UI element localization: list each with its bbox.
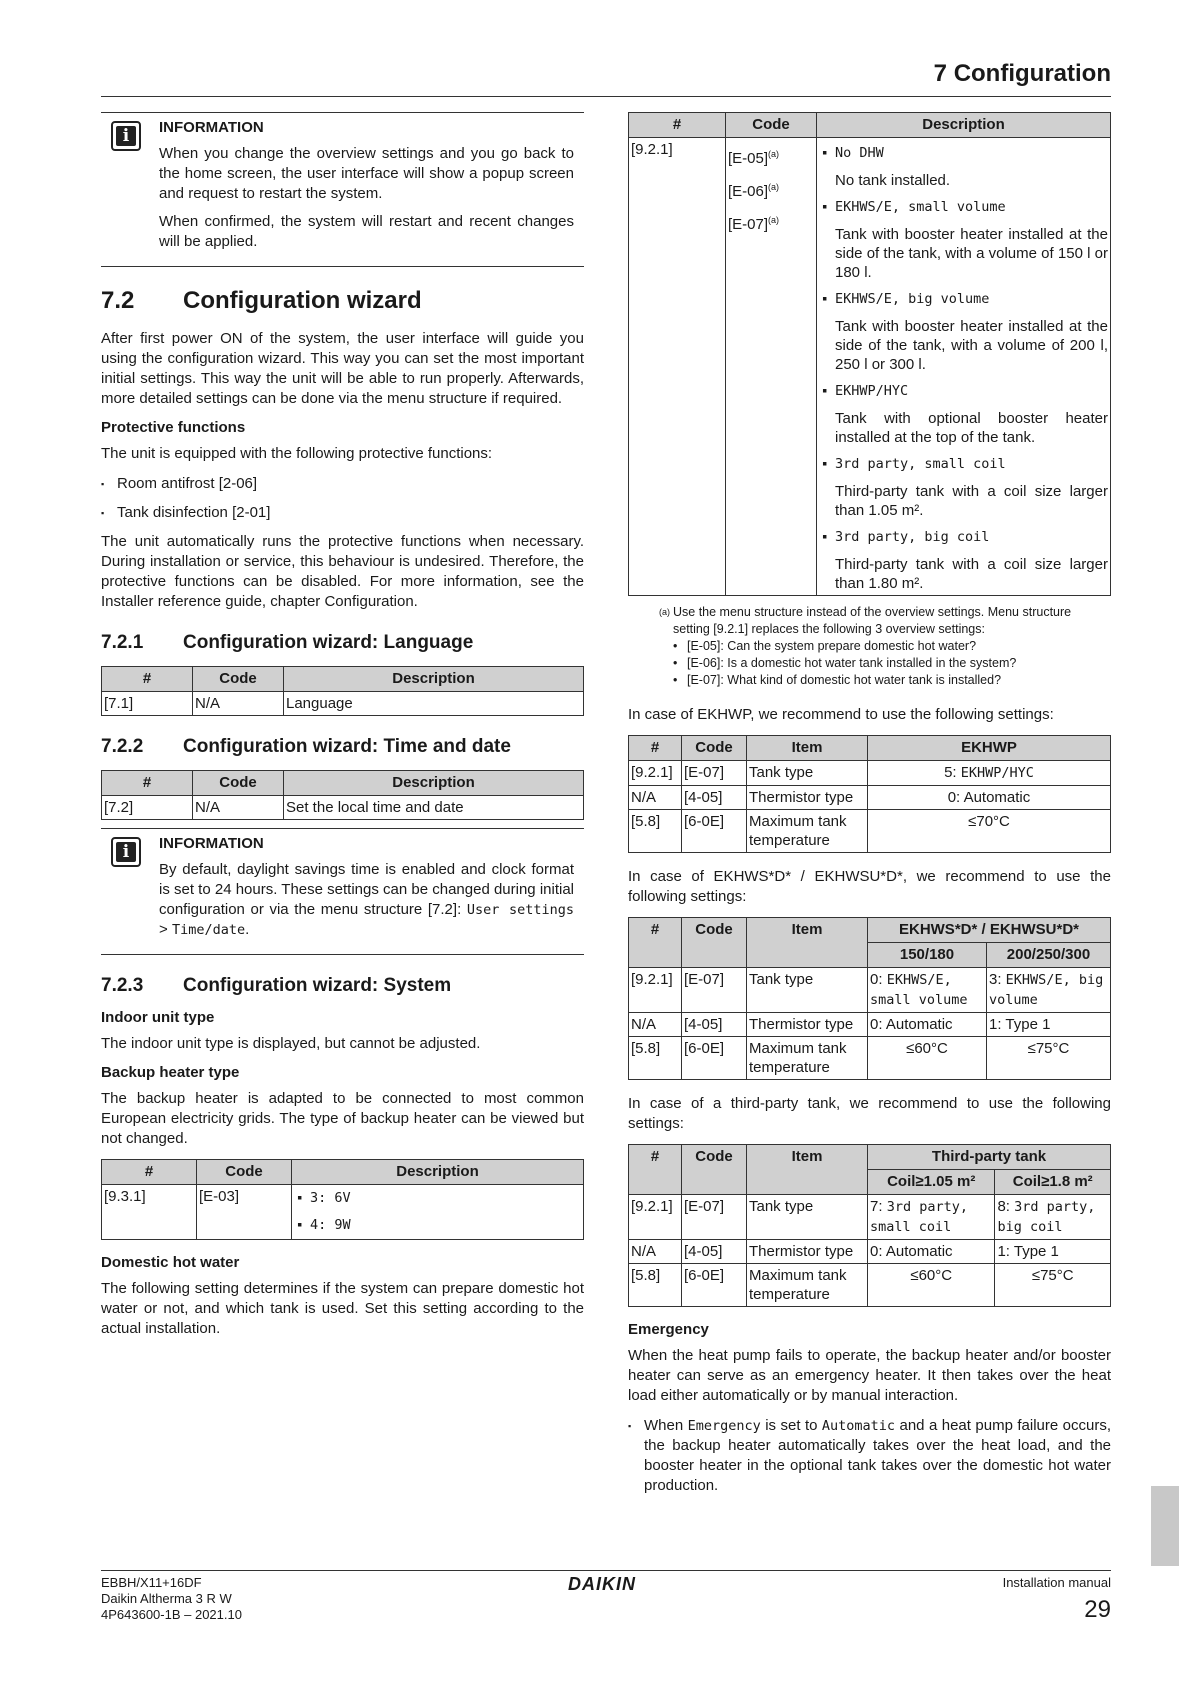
subheading: Emergency	[628, 1321, 709, 1338]
paragraph: After first power ON of the system, the user interface will guide you using the configuration wizard. This way you can set the most important initial settings. This way the unit will be able to run properly. Afterwards, more detailed settings can be done via the menu structure if required.	[101, 330, 584, 407]
paragraph: The following setting determines if the system can prepare domestic hot water or not, and which tank is used. Set this setting according to the actual installation.	[101, 1280, 584, 1337]
information-icon: i	[111, 121, 141, 151]
table-header: Description	[292, 1160, 584, 1185]
information-icon: i	[111, 837, 141, 867]
table-header: Code	[726, 113, 817, 138]
info-title: INFORMATION	[159, 835, 264, 852]
table-row: N/A [4-05] Thermistor type 0: Automatic 1: Type 1	[629, 1240, 1111, 1264]
table-row: [9.2.1] [E-07] Tank type 0: EKHWS/E, small volume 3: EKHWS/E, big volume	[629, 968, 1111, 1013]
left-column	[101, 112, 584, 1349]
page-number: 29	[1084, 1596, 1111, 1623]
information-box	[101, 112, 584, 267]
language-table	[101, 666, 584, 716]
paragraph: The unit is equipped with the following protective functions:	[101, 445, 493, 462]
paragraph: In case of EKHWS*D* / EKHWSU*D*, we recommend to use the following settings:	[628, 868, 1111, 905]
table-header: #	[102, 1160, 197, 1185]
daikin-logo: DAIKIN	[568, 1574, 636, 1594]
table-header: Description	[284, 771, 584, 796]
paragraph: In case of a third-party tank, we recommend to use the following settings:	[628, 1095, 1111, 1132]
table-header: #	[629, 113, 726, 138]
table-header: Code	[193, 667, 284, 692]
right-column	[628, 112, 1111, 1505]
ekhws-table: # Code Item EKHWS*D* / EKHWSU*D* 150/180 200/250/300 [9.2.1] [E-07] Tank type 0: EKHWS/E, small volume 3: EKHWS/E, big volume N/A [4-05] Thermistor type 0: Automatic 1: Type 1 [5.8] [6-0E] Maximum tank temperature ≤60°C ≤75°C	[628, 917, 1111, 1080]
list-item: ▪ Room antifrost [2-06]	[101, 474, 584, 494]
paragraph: The backup heater is adapted to be connected to most common European electricity grids. The type of backup heater can be viewed but not changed.	[101, 1090, 584, 1147]
section-heading: 7.2 Configuration wizard	[101, 287, 422, 314]
subheading: Indoor unit type	[101, 1009, 215, 1026]
table-header: Code	[193, 771, 284, 796]
subsection-heading: 7.2.1 Configuration wizard: Language	[101, 632, 474, 653]
bullet-list	[101, 474, 584, 523]
page-header-title: 7 Configuration	[933, 60, 1111, 87]
ekhwp-table: # Code Item EKHWP [9.2.1] [E-07] Tank type 5: EKHWP/HYC N/A [4-05] Thermistor type 0: Automatic [5.8] [6-0E] Maximum tank temperature ≤70°C	[628, 735, 1111, 853]
table-row: ▪ 4: 9W	[102, 1210, 584, 1240]
subheading: Backup heater type	[101, 1064, 240, 1081]
paragraph: In case of EKHWP, we recommend to use the following settings:	[628, 706, 1054, 723]
table-row: [5.8] [6-0E] Maximum tank temperature ≤60°C ≤75°C	[629, 1037, 1111, 1080]
table-header: #	[102, 771, 193, 796]
dhw-setting-table	[628, 112, 1111, 596]
paragraph: When the heat pump fails to operate, the backup heater and/or booster heater can serve as an emergency heater. It then takes over the heat load either automatically or by manual interaction.	[628, 1347, 1111, 1404]
footer-document-info: EBBH/X11+16DF Daikin Altherma 3 R W 4P643600-1B – 2021.10	[101, 1575, 242, 1622]
header-rule	[101, 96, 1111, 97]
subsection-heading: 7.2.3 Configuration wizard: System	[101, 975, 452, 996]
table-header: Code	[197, 1160, 292, 1185]
table-row: [7.1] N/A Language	[102, 692, 584, 716]
table-header: Description	[817, 113, 1111, 138]
table-row: N/A [4-05] Thermistor type 0: Automatic	[629, 786, 1111, 810]
footer-rule	[101, 1570, 1111, 1571]
chapter-tab-marker	[1151, 1486, 1179, 1566]
table-row: [5.8] [6-0E] Maximum tank temperature ≤70°C	[629, 810, 1111, 853]
list-item: ▪ Tank disinfection [2-01]	[101, 503, 584, 523]
bullet-list	[628, 1416, 1111, 1496]
subsection-heading: 7.2.2 Configuration wizard: Time and date	[101, 736, 511, 757]
information-box	[101, 828, 584, 955]
paragraph: The indoor unit type is displayed, but cannot be adjusted.	[101, 1035, 481, 1052]
subheading: Domestic hot water	[101, 1254, 240, 1271]
table-row: [9.2.1] $[E-05]^{(a)}$ $[E-06]^{(a)}$ $[E-07]^{(a)}$ ▪ No DHW No tank installed. ▪ EKHWS/E, small volume Tank with booster heater installed at the side of the tank, with a volume of 150 l or 180 l. ▪ EKHWS/E, big volume Tank with booster heater installed at the side of the tank, with a volume of 200 l, 250 l or 300 l. ▪ EKHWP/HYC Tank with optional booster heater installed at the top of the tank. ▪ 3rd party, small coil Third-party tank with a coil size larger than 1.05 m². ▪ 3rd party, big coil Third-party tank with a coil size larger than 1.80 m².	[629, 138, 1111, 596]
table-header: Description	[284, 667, 584, 692]
table-row: N/A [4-05] Thermistor type 0: Automatic 1: Type 1	[629, 1013, 1111, 1037]
table-footnote: (a) Use the menu structure instead of the overview settings. Menu structure setting [9.2.1] replaces the following 3 overview settings: • [E-05]: Can the system prepare domestic hot water? • [E-06]: Is a domestic hot water tank installed in the system? • [E-07]: What kind of domestic hot water tank is installed?	[673, 604, 1111, 689]
table-header: #	[102, 667, 193, 692]
info-title: INFORMATION	[159, 119, 264, 136]
info-text: When confirmed, the system will restart and recent changes will be applied.	[159, 213, 574, 250]
table-row: [9.2.1] [E-07] Tank type 7: 3rd party, small coil 8: 3rd party, big coil	[629, 1195, 1111, 1240]
table-row: [9.2.1] [E-07] Tank type 5: EKHWP/HYC	[629, 761, 1111, 786]
info-text: When you change the overview settings and you go back to the home screen, the user interface will show a popup screen and request to restart the system.	[159, 145, 574, 202]
list-item: ▪ When Emergency is set to Automatic and a heat pump failure occurs, the backup heater automatically takes over the heat load, and the booster heater in the optional tank takes over the domestic hot water production.	[628, 1416, 1111, 1496]
table-row: [9.3.1] [E-03] ▪ 3: 6V	[102, 1185, 584, 1211]
footer-document-type: Installation manual	[1002, 1575, 1111, 1590]
paragraph: The unit automatically runs the protective functions when necessary. During installation or service, this behaviour is undesired. Therefore, the protective functions can be disabled. For more information, see the Installer reference guide, chapter Configuration.	[101, 533, 584, 610]
time-date-table	[101, 770, 584, 820]
backup-heater-table	[101, 1159, 584, 1240]
table-row: [7.2] N/A Set the local time and date	[102, 796, 584, 820]
table-row: [5.8] [6-0E] Maximum tank temperature ≤60°C ≤75°C	[629, 1264, 1111, 1307]
info-text: By default, daylight savings time is enabled and clock format is set to 24 hours. These settings can be changed during initial configuration or via the menu structure [7.2]: User settings > Time/date.	[159, 861, 574, 938]
third-party-table: # Code Item Third-party tank Coil≥1.05 m² Coil≥1.8 m² [9.2.1] [E-07] Tank type 7: 3rd party, small coil 8: 3rd party, big coil N/A [4-05] Thermistor type 0: Automatic 1: Type 1 [5.8] [6-0E] Maximum tank temperature ≤60°C ≤75°C	[628, 1144, 1111, 1307]
subheading: Protective functions	[101, 419, 246, 436]
